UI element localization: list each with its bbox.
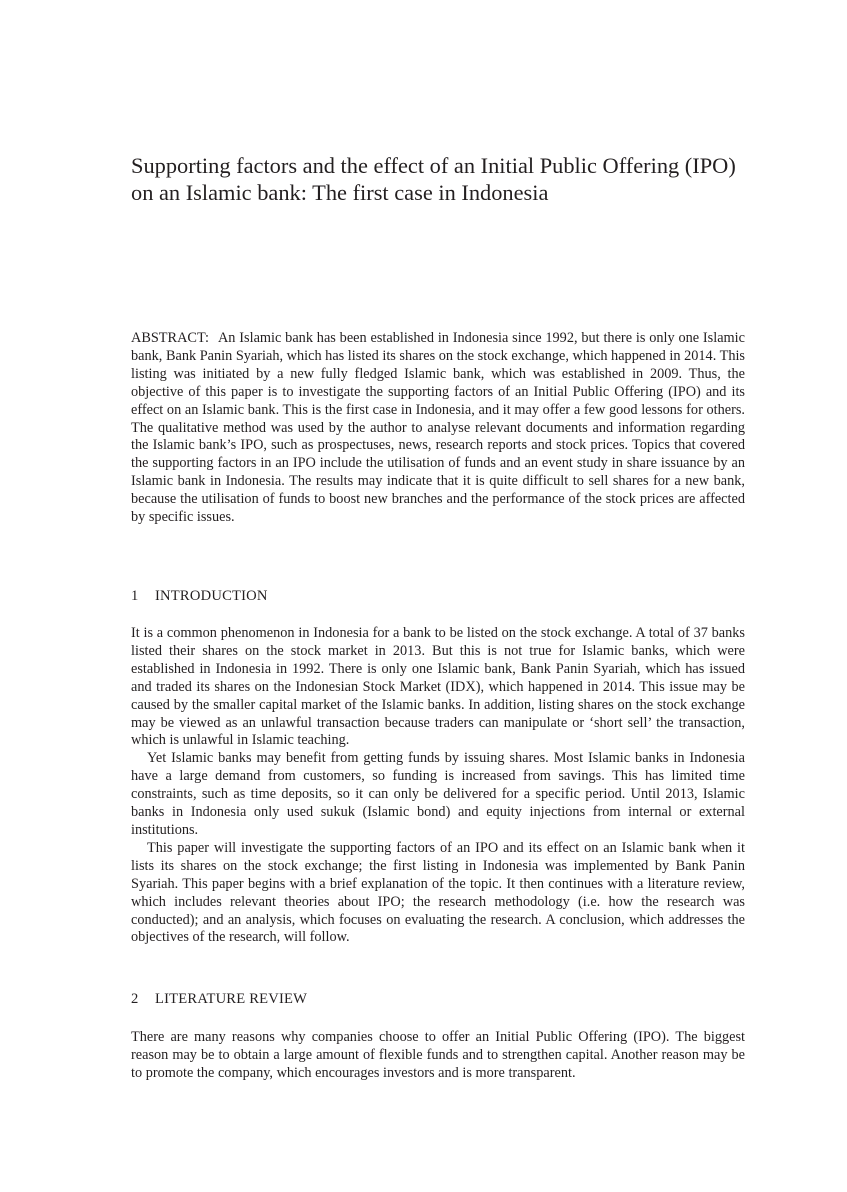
section-heading-literature-review (131, 990, 745, 1008)
abstract (131, 330, 745, 527)
section-number: 2 (131, 991, 139, 1007)
section-number: 1 (131, 588, 139, 604)
paragraph: Yet Islamic banks may benefit from getting funds by issuing shares. Most Islamic banks in Indonesia have a large demand from customers, so funding is increased from savings. This has limited time constraints, such as time deposits, so it can only be delivered for a specific period. Until 2013, Islamic banks in Indonesia only used sukuk (Islamic bond) and equity injections from internal or external institutions. (131, 750, 745, 838)
abstract-label: ABSTRACT: (131, 330, 209, 346)
abstract-text: An Islamic bank has been established in Indonesia since 1992, but there is only one Islamic bank, Bank Panin Syariah, which has listed its shares on the stock exchange, which happened in 2014. This listing was initiated by a new fully fledged Islamic bank, which was established in 2009. Thus, the objective of this paper is to investigate the supporting factors of an Initial Public Offering (IPO) and its effect on an Islamic bank. This is the first case in Indonesia, and it may offer a few good lessons for others. The qualitative method was used by the author to analyse relevant documents and information regarding the Islamic bank’s IPO, such as prospectuses, news, research reports and stock prices. Topics that covered the supporting factors in an IPO include the utilisation of funds and an event study in share issuance by an Islamic bank in Indonesia. The results may indicate that it is quite difficult to sell shares for a new bank, because the utilisation of funds to boost new branches and the performance of the stock prices are affected by specific issues. (131, 330, 746, 526)
section-title: LITERATURE REVIEW (155, 991, 308, 1007)
paragraph: This paper will investigate the supporting factors of an IPO and its effect on an Islamic bank when it lists its shares on the stock exchange; the first listing in Indonesia was implemented by Bank Panin Syariah. This paper begins with a brief explanation of the topic. It then continues with a literature review, which includes relevant theories about IPO; the research methodology (i.e. how the research was conducted); and an analysis, which focuses on evaluating the research. A conclusion, which addresses the objectives of the research, will follow. (131, 839, 745, 946)
section-heading-introduction (131, 587, 745, 605)
paper-title: Supporting factors and the effect of an Initial Public Offering (IPO) on an Islamic bank: The first case in Indonesia (131, 153, 736, 205)
section-body-introduction (131, 625, 745, 947)
section-body-literature-review (131, 1029, 745, 1083)
paragraph: It is a common phenomenon in Indonesia for a bank to be listed on the stock exchange. A total of 37 banks listed their shares on the stock market in 2013. But this is not true for Islamic banks, which were established in Indonesia in 1992. There is only one Islamic bank, Bank Panin Syariah, which has issued and traded its shares on the Indonesian Stock Market (IDX), which happened in 2014. This issue may be caused by the smaller capital market of the Islamic banks. In addition, listing shares on the stock exchange may be viewed as an unlawful transaction because traders can manipulate or ‘short sell’ the transaction, which is unlawful in Islamic teaching. (131, 625, 745, 749)
section-title: INTRODUCTION (155, 588, 268, 604)
paragraph: There are many reasons why companies choose to offer an Initial Public Offering (IPO). The biggest reason may be to obtain a large amount of flexible funds and to strengthen capital. Another reason may be to promote the company, which encourages investors and is more transparent. (131, 1029, 745, 1081)
